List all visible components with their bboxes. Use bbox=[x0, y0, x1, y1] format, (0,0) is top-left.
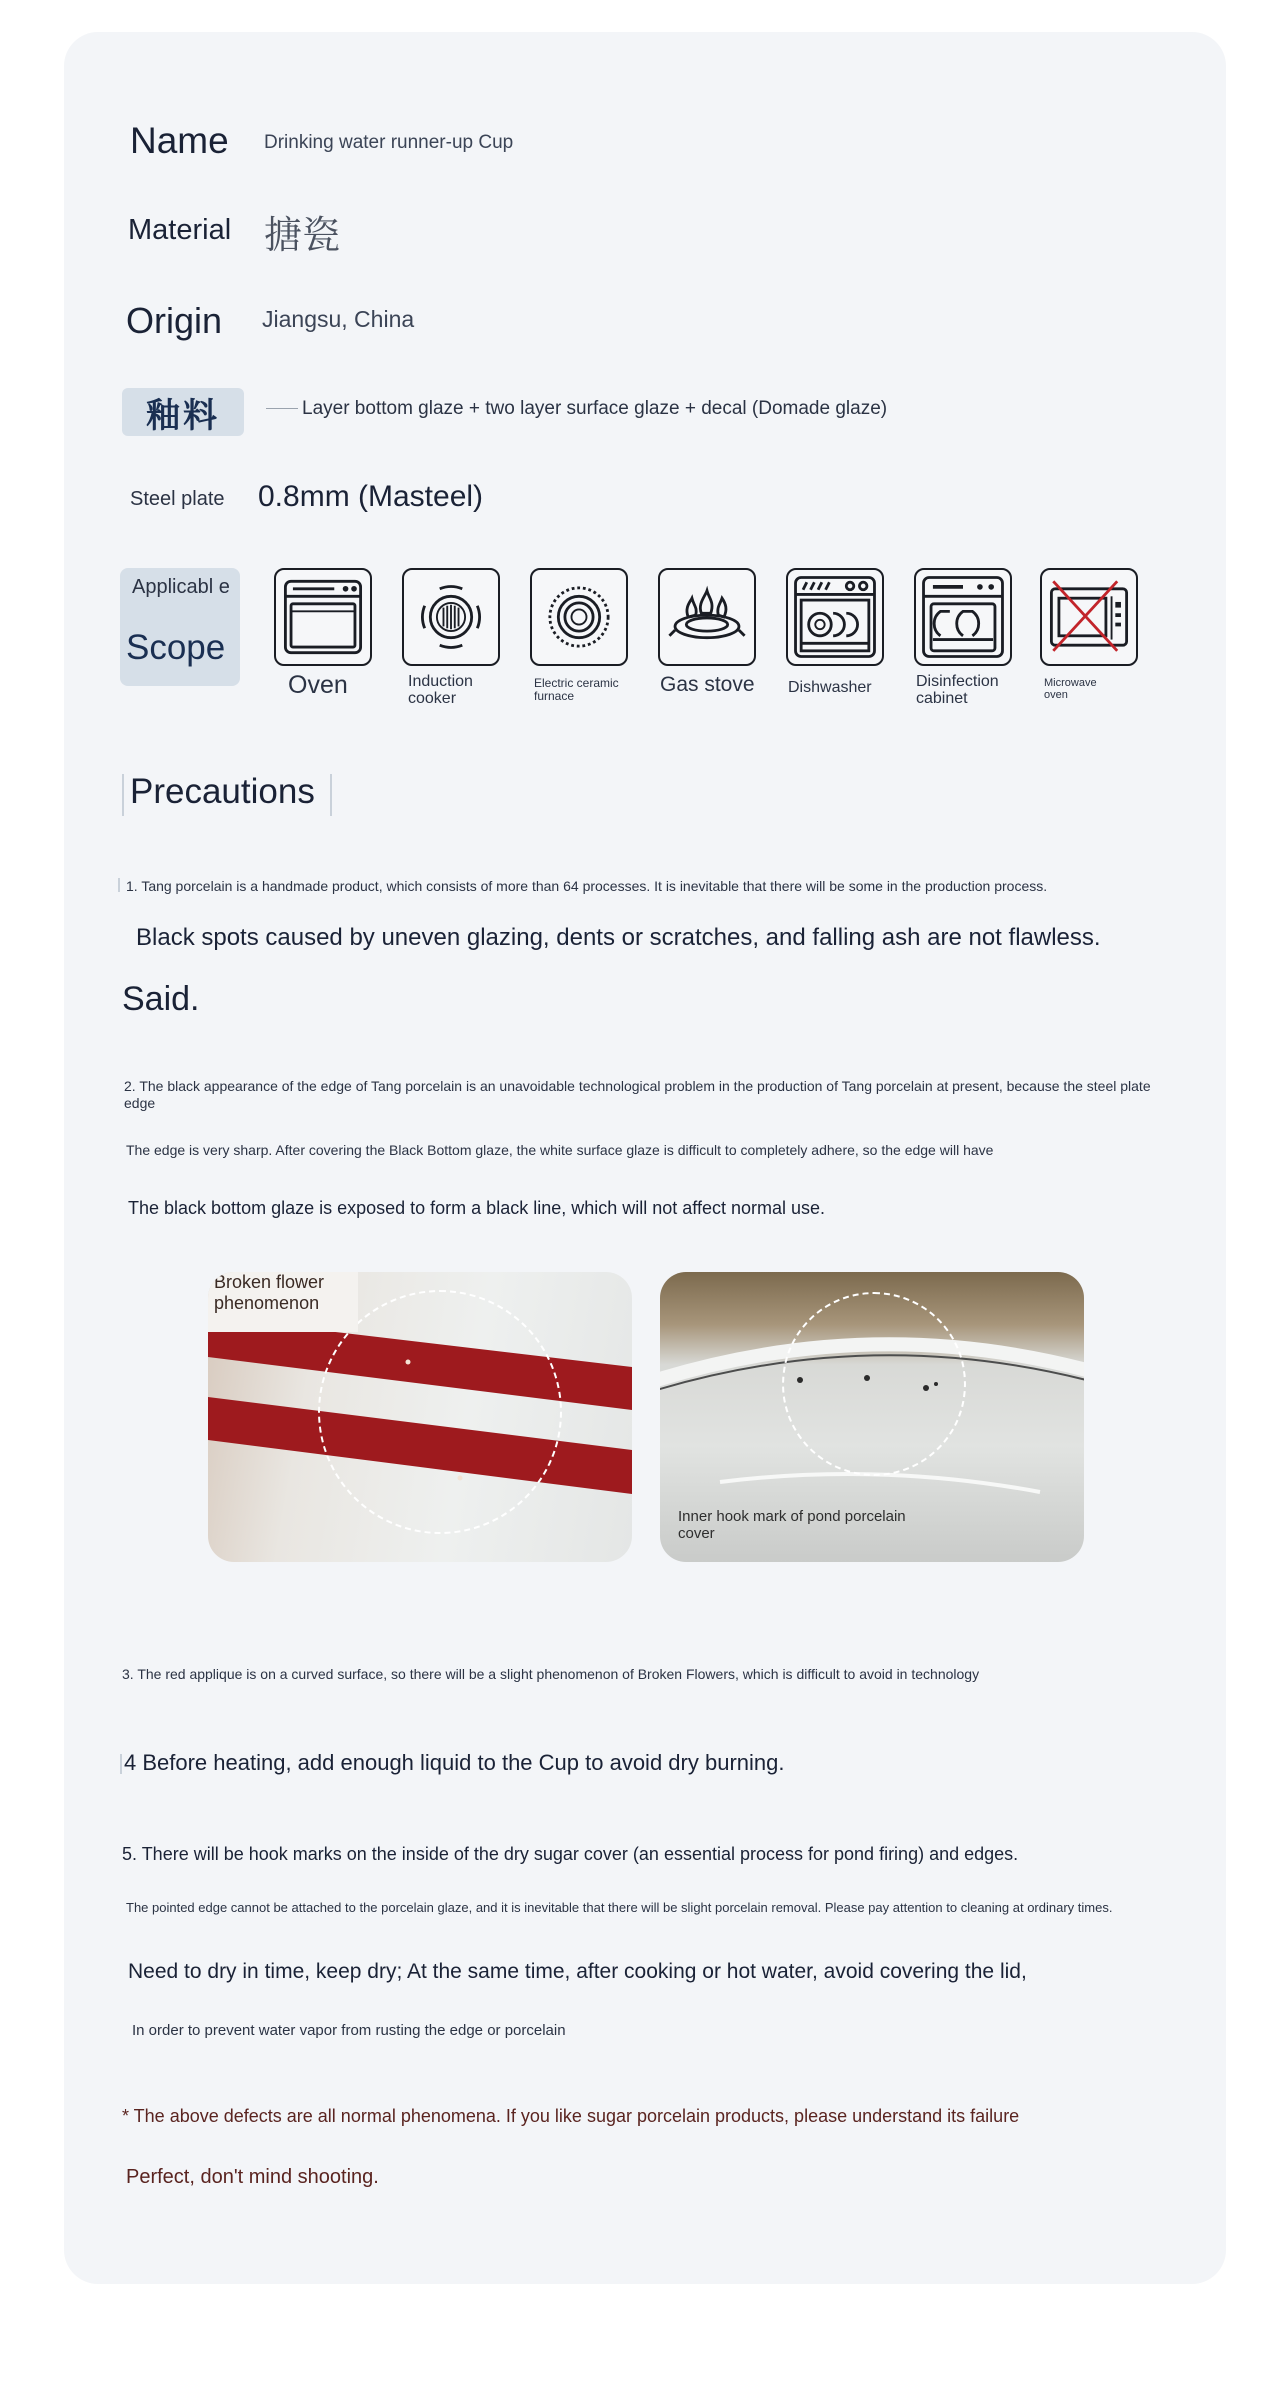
p1-tick bbox=[118, 878, 120, 892]
precaution-5-a: 5. There will be hook marks on the inside of the dry sugar cover (an essential process for pond firing) and edges. bbox=[122, 1844, 1019, 1864]
precautions-left-bar bbox=[122, 774, 124, 816]
glaze-label-badge: 釉料 bbox=[122, 388, 244, 436]
spec-card bbox=[64, 32, 1226, 2284]
precaution-1-said: Said. bbox=[122, 980, 200, 1018]
oven-icon bbox=[274, 568, 372, 666]
precaution-2-c: The black bottom glaze is exposed to form a black line, which will not affect normal use. bbox=[128, 1198, 826, 1218]
disinfection-cabinet-icon bbox=[914, 568, 1012, 666]
scope-caption-gas-stove: Gas stove bbox=[660, 673, 755, 696]
precaution-1-large: Black spots caused by uneven glazing, dents or scratches, and falling ash are not flawless. bbox=[136, 924, 1101, 951]
origin-value: Jiangsu, China bbox=[262, 306, 415, 332]
electric-ceramic-furnace-icon bbox=[530, 568, 628, 666]
glaze-divider bbox=[266, 408, 298, 409]
broken-flower-photo bbox=[208, 1272, 632, 1562]
highlight-circle-2 bbox=[782, 1292, 966, 1476]
scope-caption-induction-cooker: Induction cooker bbox=[408, 673, 473, 707]
defect-note-b: Perfect, don't mind shooting. bbox=[126, 2166, 379, 2188]
steel-plate-value: 0.8mm (Masteel) bbox=[258, 480, 484, 513]
scope-label-bottom: Scope bbox=[126, 628, 226, 667]
hook-mark-photo bbox=[660, 1272, 1084, 1562]
scope-label-top: Applicabl e bbox=[132, 576, 230, 598]
precaution-5-c: Need to dry in time, keep dry; At the same time, after cooking or hot water, avoid covering the lid, bbox=[128, 1960, 1027, 1983]
glaze-value: Layer bottom glaze + two layer surface glaze + decal (Domade glaze) bbox=[302, 398, 888, 419]
precaution-4: 4 Before heating, add enough liquid to the Cup to avoid dry burning. bbox=[124, 1750, 785, 1775]
scope-caption-dishwasher: Dishwasher bbox=[788, 679, 872, 696]
precaution-2-b: The edge is very sharp. After covering the Black Bottom glaze, the white surface glaze is difficult to completely adhere, so the edge will have bbox=[126, 1142, 994, 1158]
name-value: Drinking water runner-up Cup bbox=[264, 132, 514, 153]
gas-stove-icon bbox=[658, 568, 756, 666]
precaution-3: 3. The red applique is on a curved surface, so there will be a slight phenomenon of Broken Flowers, which is difficult to avoid in technology bbox=[122, 1666, 980, 1682]
defect-note-a: * The above defects are all normal phenomena. If you like sugar porcelain products, please understand its failure bbox=[122, 2106, 1020, 2126]
photo2-caption: Inner hook mark of pond porcelain cover bbox=[678, 1508, 906, 1542]
scope-caption-oven: Oven bbox=[288, 671, 348, 699]
material-value: 搪瓷 bbox=[264, 213, 341, 257]
origin-label: Origin bbox=[126, 300, 223, 341]
photo1-caption: Broken flower phenomenon bbox=[214, 1272, 325, 1313]
precaution-1-small: 1. Tang porcelain is a handmade product, which consists of more than 64 processes. It is inevitable that there will be some in the production process. bbox=[126, 878, 1048, 894]
material-label: Material bbox=[128, 214, 232, 246]
precaution-5-b: The pointed edge cannot be attached to the porcelain glaze, and it is inevitable that there will be slight porcelain removal. Please pay attention to cleaning at ordinary times. bbox=[126, 1900, 1113, 1915]
precaution-5-d: In order to prevent water vapor from rusting the edge or porcelain bbox=[132, 2022, 566, 2039]
precautions-title: Precautions bbox=[130, 772, 315, 811]
p4-tick bbox=[120, 1754, 122, 1774]
precaution-2-a: 2. The black appearance of the edge of Tang porcelain is an unavoidable technological problem in the production of Tang porcelain at present, because the steel plate edge bbox=[124, 1078, 1151, 1111]
precautions-right-bar bbox=[330, 774, 332, 816]
scope-caption-microwave-oven: Microwave oven bbox=[1044, 677, 1097, 701]
scope-caption-electric-ceramic-furnace: Electric ceramic furnace bbox=[534, 676, 619, 703]
name-label: Name bbox=[130, 120, 229, 161]
dishwasher-icon bbox=[786, 568, 884, 666]
microwave-oven-crossed-icon bbox=[1040, 568, 1138, 666]
scope-caption-disinfection-cabinet: Disinfection cabinet bbox=[916, 673, 999, 707]
steel-plate-label: Steel plate bbox=[130, 488, 225, 510]
induction-cooker-icon bbox=[402, 568, 500, 666]
